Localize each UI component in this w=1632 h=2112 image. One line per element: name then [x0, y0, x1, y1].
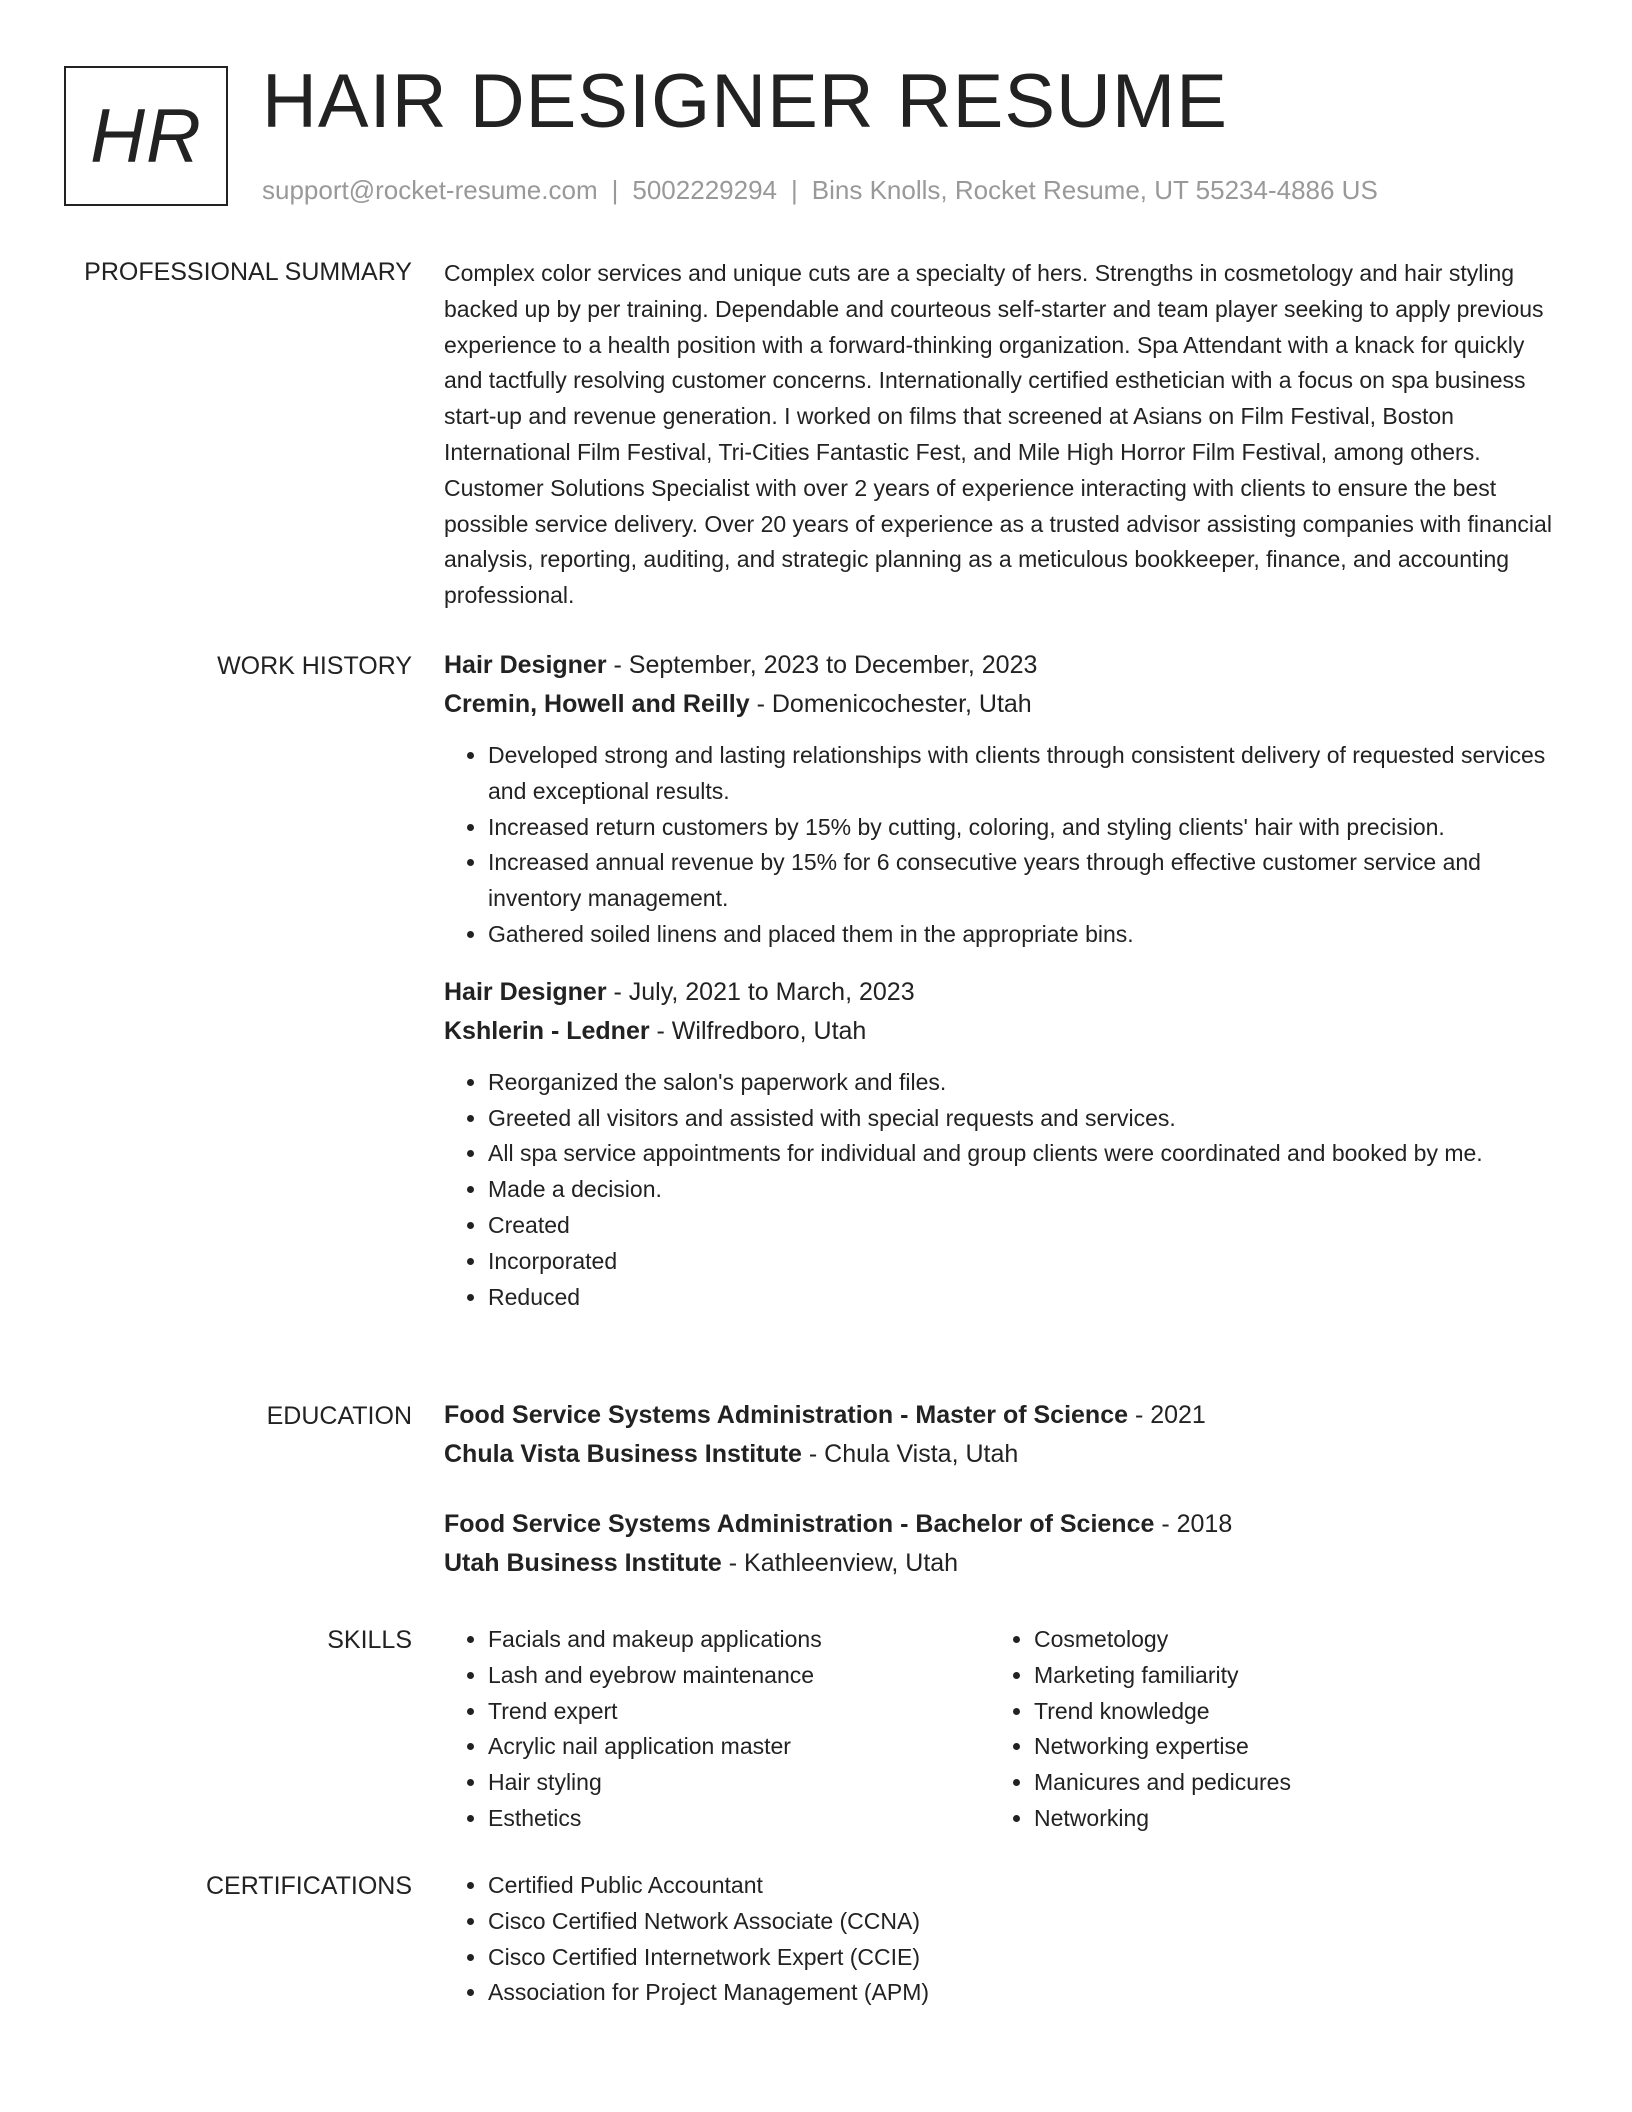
job-company-line: [444, 1012, 1554, 1051]
job-entry: [444, 646, 1554, 953]
job-location: - Wilfredboro, Utah: [649, 1016, 867, 1045]
monogram-text: HR: [90, 93, 202, 179]
degree-year: - 2021: [1128, 1401, 1206, 1429]
skills-list: [990, 1622, 1536, 1837]
list-item: • Certified Public Accountant: [488, 1868, 1554, 1904]
list-item: • Gathered soiled linens and placed them in the appropriate bins.: [488, 917, 1554, 953]
education-entry: [444, 1396, 1554, 1474]
skills-column-right: [990, 1622, 1536, 1837]
job-title: Hair Designer: [444, 977, 607, 1006]
job-title-line: [444, 646, 1554, 685]
list-item: • Trend knowledge: [1034, 1694, 1536, 1730]
school-line: [444, 1544, 1554, 1583]
school: Utah Business Institute: [444, 1549, 722, 1577]
school-location: - Chula Vista, Utah: [801, 1440, 1019, 1468]
school-location: - Kathleenview, Utah: [721, 1549, 959, 1577]
school-line: [444, 1435, 1554, 1474]
job-company-line: [444, 685, 1554, 724]
section-label: WORK HISTORY: [217, 652, 412, 680]
section-label: PROFESSIONAL SUMMARY: [84, 258, 412, 286]
list-item: • Association for Project Management (APM): [488, 1975, 1554, 2011]
list-item: • Increased annual revenue by 15% for 6 consecutive years through effective customer service and inventory management.: [488, 845, 1554, 917]
job-title: Hair Designer: [444, 651, 607, 679]
section-label: SKILLS: [327, 1626, 412, 1654]
list-item: • Reorganized the salon's paperwork and files.: [488, 1065, 1554, 1101]
job-dates: - September, 2023 to December, 2023: [606, 651, 1038, 679]
list-item: • Lash and eyebrow maintenance: [488, 1658, 990, 1694]
list-item: • Hair styling: [488, 1765, 990, 1801]
degree-line: [444, 1396, 1554, 1435]
degree-year: - 2018: [1154, 1510, 1233, 1538]
degree: Food Service Systems Administration - Master of Science: [444, 1401, 1128, 1429]
list-item: • Marketing familiarity: [1034, 1658, 1536, 1694]
list-item: • Networking expertise: [1034, 1729, 1536, 1765]
contact-email: support@rocket-resume.com: [262, 175, 598, 205]
list-item: • Greeted all visitors and assisted with special requests and services.: [488, 1101, 1554, 1137]
job-dates: - July, 2021 to March, 2023: [606, 977, 915, 1006]
contact-line: [262, 172, 1378, 208]
monogram-logo: [64, 66, 228, 206]
skills-column-left: [444, 1622, 990, 1837]
list-item: • Developed strong and lasting relationships with clients through consistent delivery of requested services and exceptional results.: [488, 738, 1554, 810]
list-item: • Esthetics: [488, 1801, 990, 1837]
skills-list: [444, 1622, 990, 1837]
list-item: • All spa service appointments for individual and group clients were coordinated and booked by me.: [488, 1136, 1554, 1172]
list-item: • Trend expert: [488, 1694, 990, 1730]
list-item: • Networking: [1034, 1801, 1536, 1837]
list-item: • Cosmetology: [1034, 1622, 1536, 1658]
job-bullets: [444, 1065, 1554, 1316]
job-bullets: [444, 738, 1554, 953]
job-entry: [444, 973, 1554, 1316]
list-item: • Made a decision.: [488, 1172, 1554, 1208]
contact-address: Bins Knolls, Rocket Resume, UT 55234-4886 US: [811, 175, 1378, 205]
summary-text: Complex color services and unique cuts are a specialty of hers. Strengths in cosmetology and hair styling backed up by per training. Dependable and courteous self-starter and team player seeking to apply previous experience to a health position with a forward-thinking organization. Spa Attendant with a knack for quickly and tactfully resolving customer concerns. Internationally certified esthetician with a focus on spa business start-up and revenue generation. I worked on films that screened at Asians on Film Festival, Boston International Film Festival, Tri-Cities Fantastic Fest, and Mile High Horror Film Festival, among others. Customer Solutions Specialist with over 2 years of experience interacting with clients to ensure the best possible service delivery. Over 20 years of experience as a trusted advisor assisting companies with financial analysis, reporting, auditing, and strategic planning as a meticulous bookkeeper, finance, and accounting professional.: [444, 260, 1552, 609]
job-company: Kshlerin - Ledner: [444, 1016, 650, 1045]
list-item: • Incorporated: [488, 1244, 1554, 1280]
job-company: Cremin, Howell and Reilly: [444, 690, 750, 718]
contact-separator: |: [791, 175, 798, 205]
list-item: • Facials and makeup applications: [488, 1622, 990, 1658]
education-entry: [444, 1505, 1554, 1583]
list-item: • Reduced: [488, 1280, 1554, 1316]
list-item: • Cisco Certified Network Associate (CCNA): [488, 1904, 1554, 1940]
list-item: • Cisco Certified Internetwork Expert (CCIE): [488, 1940, 1554, 1976]
contact-phone: 5002229294: [632, 175, 777, 205]
list-item: • Manicures and pedicures: [1034, 1765, 1536, 1801]
section-label: CERTIFICATIONS: [205, 1872, 412, 1900]
skills-columns: [444, 1622, 1554, 1837]
list-item: • Acrylic nail application master: [488, 1729, 990, 1765]
section-label: EDUCATION: [266, 1402, 412, 1430]
job-location: - Domenicochester, Utah: [749, 690, 1032, 718]
school: Chula Vista Business Institute: [444, 1440, 802, 1468]
certifications-list: [444, 1868, 1554, 2011]
degree-line: [444, 1505, 1554, 1544]
degree: Food Service Systems Administration - Bachelor of Science: [444, 1510, 1155, 1538]
job-title-line: [444, 973, 1554, 1012]
resume-title: HAIR DESIGNER RESUME: [262, 59, 1228, 144]
list-item: • Created: [488, 1208, 1554, 1244]
contact-separator: |: [611, 175, 619, 205]
list-item: • Increased return customers by 15% by cutting, coloring, and styling clients' hair with precision.: [488, 810, 1554, 846]
